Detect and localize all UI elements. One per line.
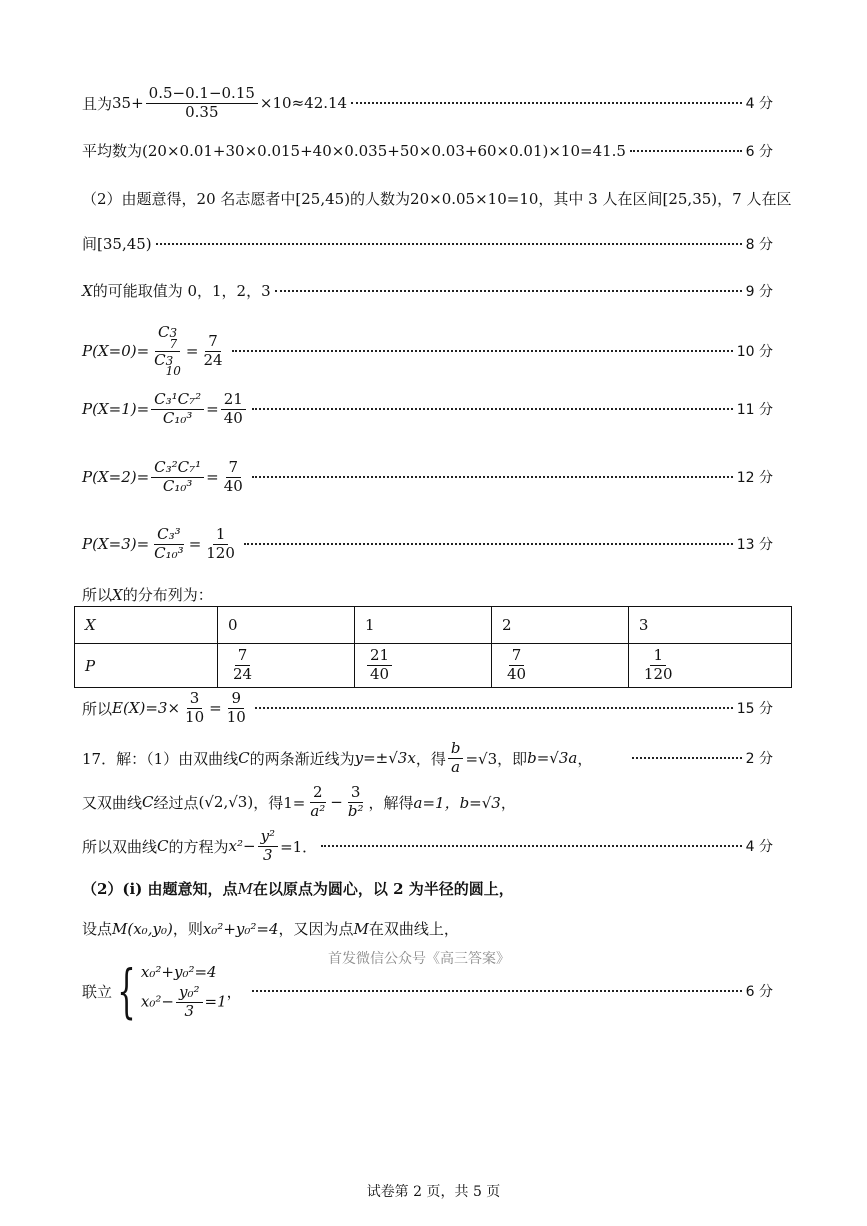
math: y=±√3x (354, 749, 416, 768)
table-row (75, 607, 792, 644)
numerator: 7 (205, 334, 221, 352)
table-cell: $\frac{21}{40}$ (354, 644, 491, 688)
text: 17．解：（1）由双曲线 (82, 749, 239, 768)
dot-leader (232, 350, 733, 352)
fraction (345, 785, 367, 820)
dot-leader (156, 243, 742, 245)
text: 又双曲线 (82, 793, 143, 812)
equation-system (141, 963, 227, 1020)
math: P(X=0)= (82, 342, 150, 361)
denominator: 120 (206, 543, 235, 562)
math: a=1，b=√3 (413, 793, 501, 812)
fraction (221, 392, 246, 427)
table-cell: P (75, 644, 218, 688)
math: P(X=3)= (82, 535, 150, 554)
math: (√2,√3) (198, 793, 254, 812)
text: 平均数为 (82, 142, 143, 160)
fraction (146, 86, 258, 121)
score-label: 2 分 (745, 751, 773, 768)
variable: C (238, 749, 250, 768)
math: P(X=2)= (82, 468, 150, 487)
denominator: b² (347, 801, 364, 820)
numerator: y² (258, 829, 279, 847)
brace: { (117, 957, 136, 1025)
line-dist-intro (82, 584, 773, 605)
denominator: 24 (203, 350, 223, 369)
numerator: 21 (221, 392, 246, 410)
dot-leader (321, 845, 741, 847)
math: =1． (280, 837, 318, 856)
score-label: 8 分 (745, 236, 773, 253)
variable: X (82, 281, 93, 300)
fraction (151, 527, 187, 562)
denominator: a (451, 757, 461, 776)
text: 所以 (82, 699, 113, 718)
text: 所以 (82, 586, 113, 604)
text: （2）由题意得，20 名志愿者中[25,45)的人数为20×0.05×10=10，其中 3 人在区间[25,35)，7 人在区 (82, 190, 792, 208)
fraction (201, 331, 226, 369)
denominator: a² (310, 801, 326, 820)
score-label: 6 分 (745, 984, 773, 1000)
math: x₀²+y₀²=4 (202, 919, 279, 938)
table-cell: $\frac{1}{120}$ (628, 644, 791, 688)
dot-leader (244, 543, 733, 545)
denominator: 40 (223, 476, 243, 495)
text: 所以双曲线 (82, 837, 158, 856)
numerator: C₃³ (154, 527, 184, 545)
text: ，得1= (253, 793, 306, 812)
distribution-table (74, 606, 792, 688)
text: 在双曲线上， (368, 920, 459, 938)
math: b=√3a (527, 749, 578, 768)
dot-leader (252, 476, 733, 478)
line-prob-1: P(X=1)= $\frac{\text{C₃¹C₇²}}{\text{C₁₀³}}$ = $\frac{21}{40}$ 11 分 (82, 390, 773, 427)
fraction (203, 527, 238, 562)
line-q17-equation (82, 829, 773, 864)
dot-leader (252, 408, 733, 410)
line-prob-0: P(X=0)= C 3 7 C 3 10 = $\frac{7}{24}$ 10 分 (82, 323, 773, 379)
score-label: 9 分 (745, 283, 773, 300)
text: ，则 (172, 920, 203, 938)
line-part2-i (82, 878, 773, 899)
fraction (151, 392, 204, 427)
dot-leader (252, 990, 742, 992)
fraction (182, 691, 207, 726)
denominator: 40 (223, 408, 243, 427)
fraction (221, 460, 246, 495)
score-label: 4 分 (745, 96, 773, 113)
fraction (151, 460, 204, 495)
math: 35+ (112, 94, 144, 113)
numerator: C₃¹C₇² (151, 392, 204, 410)
equation: x₀²− $\frac{\text{y₀²}}{3}$ =1 (140, 982, 227, 1020)
score-label: 13 分 (736, 537, 773, 554)
text: 联立 (82, 982, 113, 1001)
table-cell: 3 (628, 607, 791, 644)
score-label: 6 分 (745, 143, 773, 160)
page-footer: 试卷第 2 页，共 5 页 (366, 1184, 501, 1200)
numerator: 7 (226, 460, 242, 478)
denominator: 3 (263, 845, 273, 864)
text: （2）(i) 由题意知，点 (82, 880, 238, 898)
denominator: C₁₀³ (162, 476, 193, 495)
table-cell: 2 (491, 607, 628, 644)
text: 的方程为 (168, 837, 229, 856)
variable: C (142, 793, 154, 812)
line-q17-asymptote (82, 741, 773, 776)
math: E(X)=3× (112, 699, 181, 718)
math: (20×0.01+30×0.015+40×0.035+50×0.03+60×0.01)×10=41.5 (142, 141, 626, 160)
math: M(x₀,y₀) (112, 919, 173, 938)
numerator: C₃²C₇¹ (151, 460, 204, 478)
dot-leader (275, 290, 742, 292)
line-part2-intro (82, 188, 792, 209)
fraction (258, 829, 279, 864)
fraction (448, 741, 464, 776)
line-mean (82, 140, 773, 161)
table-cell: $\frac{7}{40}$ (491, 644, 628, 688)
line-q17-point: 又双曲线 C 经过点 (√2,√3) ，得1= $\frac{2}{\text{a²}}$ − $\frac{3}{\text{b²}}$ ，解得 a=1，b=√3 ， (82, 783, 516, 820)
table-cell: X (75, 607, 218, 644)
line-prob-2: P(X=2)= $\frac{\text{C₃²C₇¹}}{\text{C₁₀³}}$ = $\frac{7}{40}$ 12 分 (82, 458, 773, 495)
variable: M (353, 919, 369, 938)
denominator: 10 (226, 707, 246, 726)
text: ， (500, 793, 516, 812)
score-label: 12 分 (736, 470, 773, 487)
denominator: C₁₀³ (162, 408, 193, 427)
numerator: C 3 7 (155, 325, 180, 352)
numerator: 9 (228, 691, 244, 709)
table-cell: $\frac{7}{24}$ (218, 644, 355, 688)
line-interval (82, 233, 773, 254)
fraction (151, 325, 184, 377)
denominator: 0.35 (185, 102, 219, 121)
text: 间[35,45) (82, 235, 152, 253)
text: 的可能取值为 0，1，2，3 (92, 282, 271, 300)
table-cell: 0 (218, 607, 355, 644)
variable: X (112, 585, 123, 604)
text: 且为 (82, 94, 113, 113)
text: ，又因为点 (278, 920, 354, 938)
text: 设点 (82, 920, 113, 938)
math: P(X=1)= (82, 400, 150, 419)
dot-leader (630, 150, 742, 152)
score-label: 15 分 (736, 701, 773, 718)
text: ，得 (415, 749, 446, 768)
numerator: 1 (213, 527, 229, 545)
line-set-point (82, 918, 773, 939)
table-row (75, 644, 792, 688)
score-label: 4 分 (745, 839, 773, 856)
variable: C (157, 837, 169, 856)
dot-leader (351, 102, 742, 104)
text: 的两条渐近线为 (249, 749, 355, 768)
watermark: 首发微信公众号《高三答案》 (328, 951, 510, 967)
dot-leader (255, 707, 733, 709)
fraction (307, 785, 328, 820)
text: ， (226, 982, 242, 1001)
math: ×10≈42.14 (259, 94, 348, 113)
numerator: b (448, 741, 464, 759)
numerator: 3 (187, 691, 203, 709)
table-cell: 1 (354, 607, 491, 644)
denominator: 10 (185, 707, 205, 726)
denominator: C 3 10 (154, 350, 181, 379)
text: ，解得 (368, 793, 414, 812)
variable: M (237, 879, 253, 898)
text: =√3，即 (465, 749, 528, 768)
dot-leader (632, 757, 741, 759)
math: x²− (228, 837, 256, 856)
line-expectation: 所以 E(X)=3× $\frac{3}{10}$ = $\frac{9}{10}$ 15 分 (82, 689, 773, 726)
score-label: 11 分 (736, 402, 773, 419)
line-prob-3: P(X=3)= $\frac{\text{C₃³}}{\text{C₁₀³}}$ = $\frac{1}{120}$ 13 分 (82, 525, 773, 562)
text: 经过点 (153, 793, 199, 812)
numerator: 3 (348, 785, 364, 803)
equation: x₀²+y₀²=4 (140, 962, 217, 981)
numerator: 2 (310, 785, 326, 803)
text: 在以原点为圆心，以 2 为半径的圆上， (252, 880, 514, 898)
text: 的分布列为： (122, 586, 213, 604)
score-label: 10 分 (736, 344, 773, 361)
numerator: 0.5−0.1−0.15 (146, 86, 258, 104)
line-possible-values (82, 280, 773, 301)
denominator: C₁₀³ (154, 543, 184, 562)
fraction (224, 691, 249, 726)
text: ， (577, 749, 593, 768)
line-median (82, 86, 773, 121)
